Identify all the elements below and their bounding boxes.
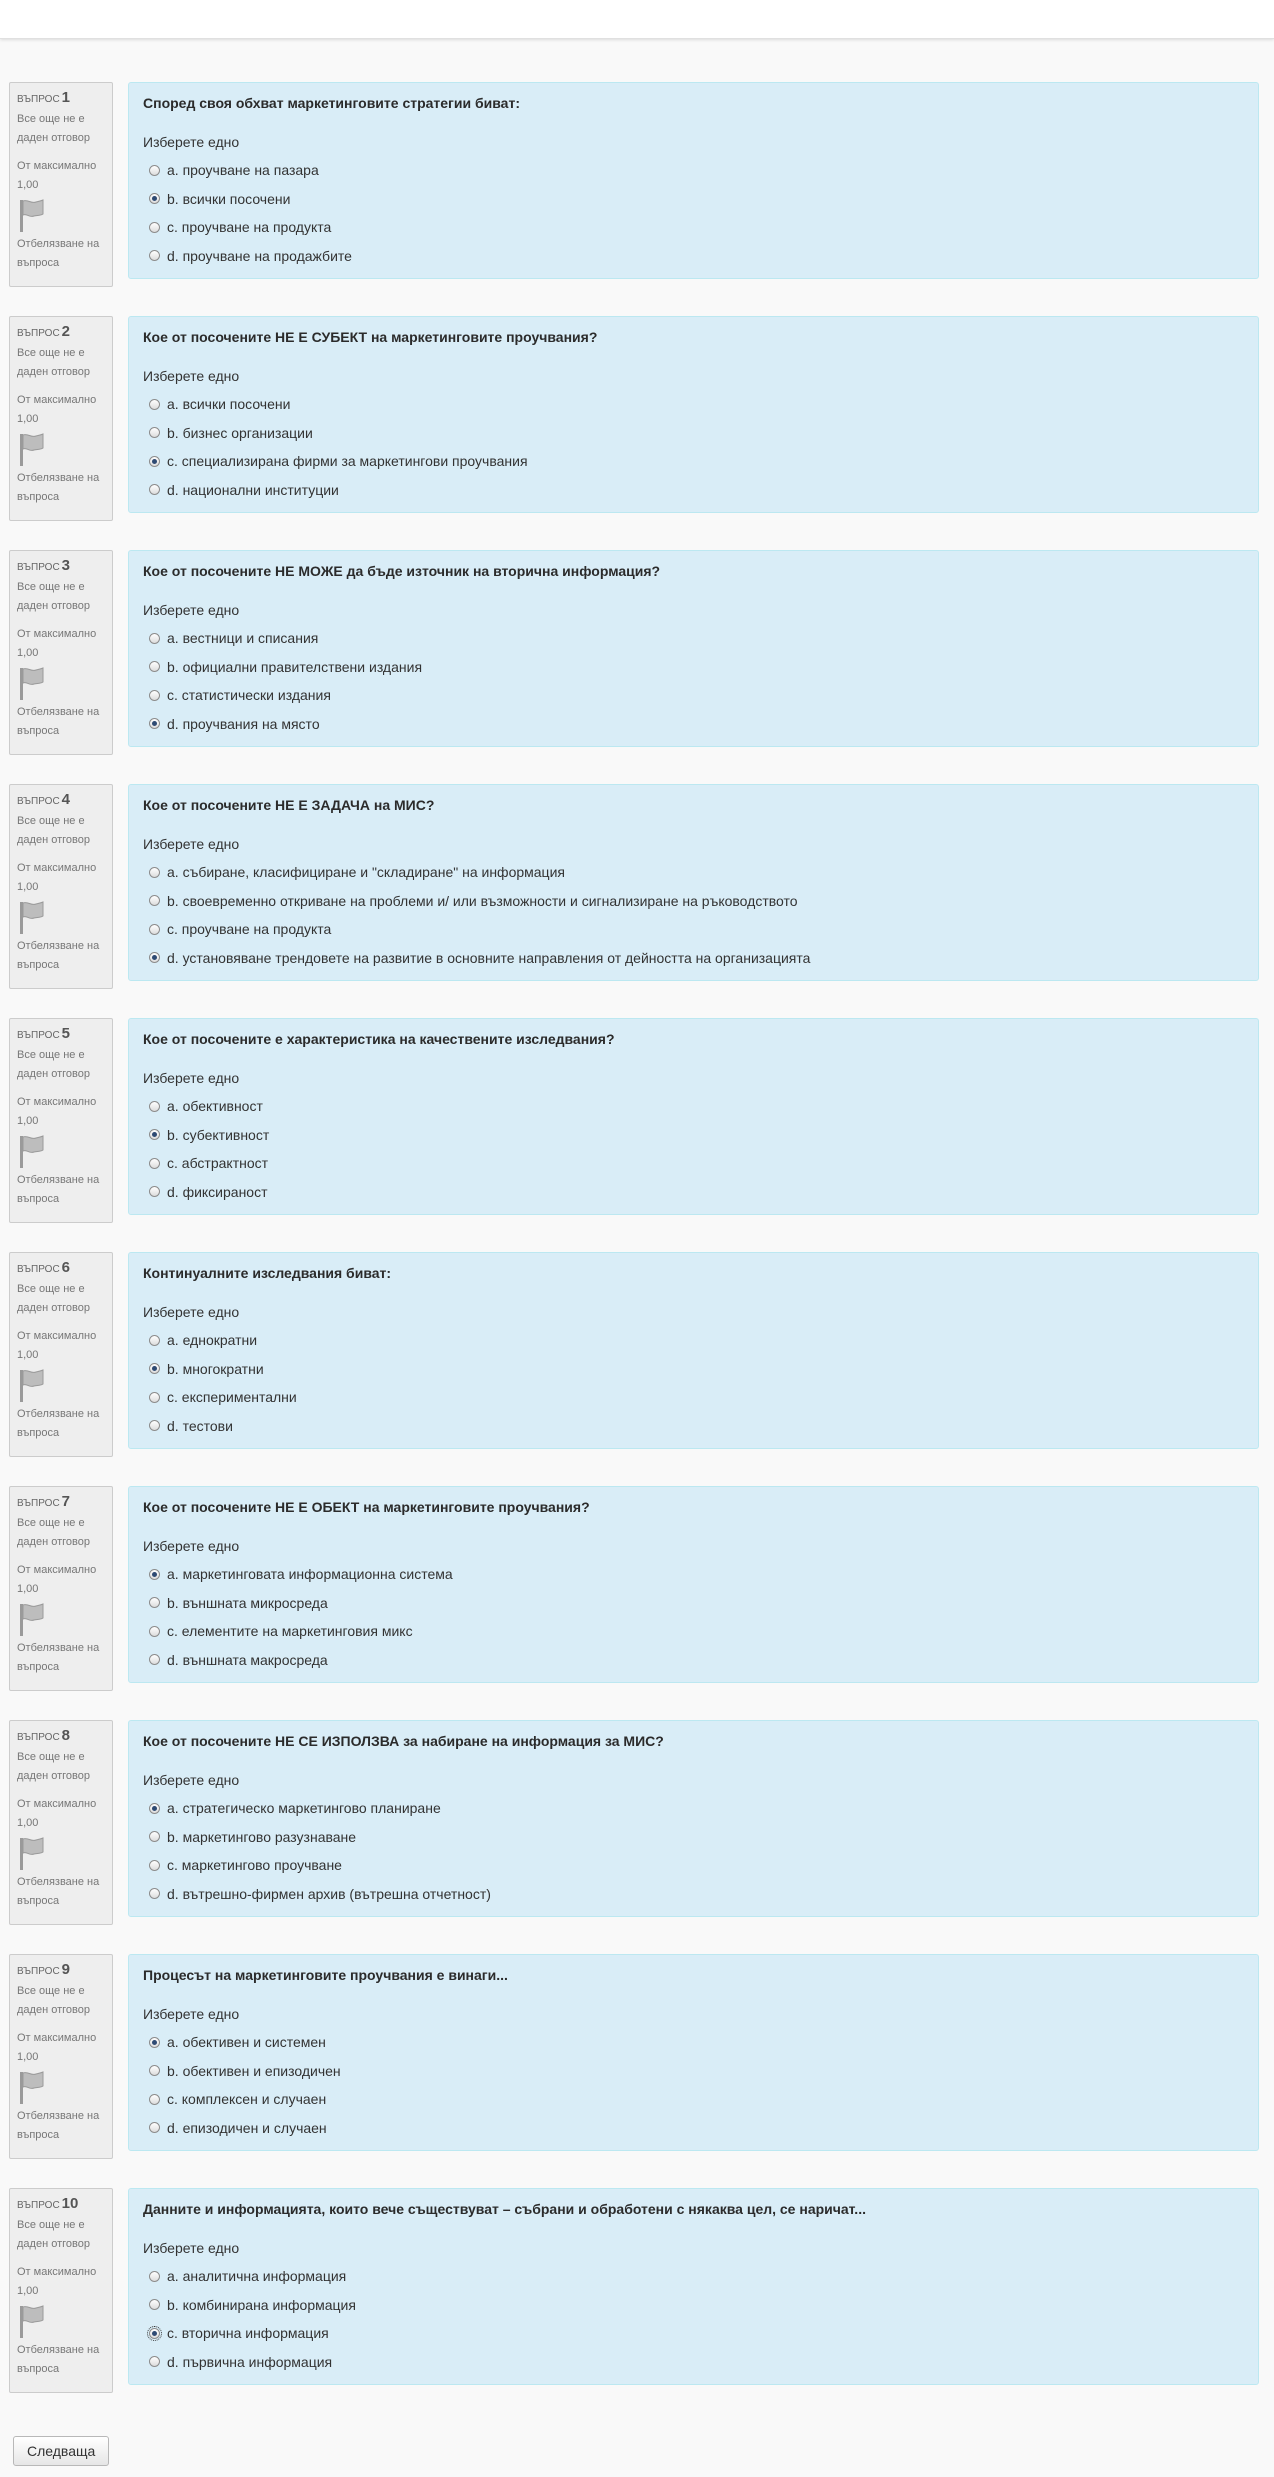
answer-option[interactable] <box>143 2057 1244 2086</box>
question-grade: От максимално 1,00 <box>17 1798 97 1829</box>
question-grade: От максимално 1,00 <box>17 1096 97 1127</box>
answer-label[interactable]: b. многократни <box>167 1360 264 1377</box>
question-number-value: 3 <box>61 557 71 574</box>
flag-question-link[interactable]: Отбелязване на въпроса <box>17 1642 100 1673</box>
question-number-value: 10 <box>61 2195 79 2212</box>
question-block <box>0 1252 1274 1449</box>
answer-radio[interactable] <box>149 1129 160 1140</box>
next-button[interactable]: Следваща <box>13 2436 109 2466</box>
question-word: ВЪПРОС <box>17 328 60 339</box>
answer-label[interactable]: d. първична информация <box>167 2353 333 2370</box>
answer-label[interactable]: b. комбинирана информация <box>167 2296 356 2313</box>
answer-label[interactable]: d. фиксираност <box>167 1183 268 1200</box>
answer-option[interactable] <box>143 1178 1244 1207</box>
answer-radio[interactable] <box>149 661 160 672</box>
question-number <box>17 1259 105 1279</box>
answer-radio[interactable] <box>149 484 160 495</box>
answer-options <box>143 2262 1244 2376</box>
question-number <box>17 557 105 577</box>
answer-prompt: Изберете едно <box>143 1070 240 1086</box>
answer-label[interactable]: a. стратегическо маркетингово планиране <box>167 1800 441 1817</box>
answer-label[interactable]: a. аналитична информация <box>167 2268 347 2285</box>
question-block <box>0 1720 1274 1917</box>
question-number-value: 1 <box>61 89 71 106</box>
flag-question-link[interactable]: Отбелязване на въпроса <box>17 1174 100 1205</box>
answer-prompt: Изберете едно <box>143 134 240 150</box>
answer-radio[interactable] <box>149 952 160 963</box>
answer-radio[interactable] <box>149 1101 160 1112</box>
answer-option[interactable] <box>143 1412 1244 1441</box>
answer-label[interactable]: b. субективност <box>167 1126 270 1143</box>
answer-radio[interactable] <box>149 895 160 906</box>
answer-option[interactable] <box>143 1092 1244 1121</box>
question-state: Все още не е даден отговор <box>17 1049 90 1080</box>
question-word: ВЪПРОС <box>17 94 60 105</box>
answer-prompt: Изберете едно <box>143 1304 240 1320</box>
question-grade: От максимално 1,00 <box>17 2266 97 2297</box>
answer-radio[interactable] <box>149 456 160 467</box>
answer-radio[interactable] <box>149 2271 160 2282</box>
flag-question-link[interactable]: Отбелязване на въпроса <box>17 706 100 737</box>
answer-label[interactable]: c. проучване на продукта <box>167 219 332 236</box>
answer-radio[interactable] <box>149 193 160 204</box>
answer-radio[interactable] <box>149 1569 160 1580</box>
answer-label[interactable]: d. проучване на продажбите <box>167 247 352 264</box>
answer-option[interactable] <box>143 624 1244 653</box>
answer-radio[interactable] <box>149 2122 160 2133</box>
answer-options <box>143 624 1244 738</box>
answer-option[interactable] <box>143 185 1244 214</box>
question-info <box>9 1486 113 1691</box>
question-state: Все още не е даден отговор <box>17 581 90 612</box>
flag-question-link[interactable]: Отбелязване на въпроса <box>17 2344 100 2375</box>
question-number-value: 6 <box>61 1259 71 1276</box>
answer-radio[interactable] <box>149 2299 160 2310</box>
answer-prompt: Изберете едно <box>143 836 240 852</box>
answer-options <box>143 156 1244 270</box>
answer-option[interactable] <box>143 1121 1244 1150</box>
question-info <box>9 1018 113 1223</box>
answer-label[interactable]: c. статистически издания <box>167 687 331 704</box>
answer-radio[interactable] <box>149 1158 160 1169</box>
answer-option[interactable] <box>143 1823 1244 1852</box>
answer-option[interactable] <box>143 653 1244 682</box>
question-text: Кое от посочените НЕ Е ЗАДАЧА на МИС? <box>143 797 435 813</box>
answer-label[interactable]: b. външната микросреда <box>167 1594 328 1611</box>
question-block <box>0 2188 1274 2385</box>
answer-radio[interactable] <box>149 1597 160 1608</box>
answer-radio[interactable] <box>149 1335 160 1346</box>
question-info <box>9 784 113 989</box>
answer-radio[interactable] <box>149 2065 160 2076</box>
answer-radio[interactable] <box>149 1860 160 1871</box>
question-block <box>0 1486 1274 1683</box>
answer-label[interactable]: b. своевременно откриване на проблеми и/ или възможности и сигнализиране на ръководството <box>167 892 798 909</box>
answer-option[interactable] <box>143 944 1244 973</box>
question-grade: От максимално 1,00 <box>17 1564 97 1595</box>
question-number <box>17 1493 105 1513</box>
answer-options <box>143 1092 1244 1206</box>
question-word: ВЪПРОС <box>17 1732 60 1743</box>
answer-option[interactable] <box>143 1383 1244 1412</box>
question-content <box>128 1954 1259 2151</box>
flag-icon[interactable] <box>18 433 44 467</box>
answer-option[interactable] <box>143 2028 1244 2057</box>
answer-options <box>143 1560 1244 1674</box>
question-content <box>128 1720 1259 1917</box>
question-number-value: 4 <box>61 791 71 808</box>
flag-icon[interactable] <box>18 1603 44 1637</box>
question-word: ВЪПРОС <box>17 562 60 573</box>
answer-label[interactable]: c. маркетингово проучване <box>167 1857 342 1874</box>
question-word: ВЪПРОС <box>17 796 60 807</box>
question-content <box>128 784 1259 981</box>
answer-option[interactable] <box>143 447 1244 476</box>
question-text: Кое от посочените НЕ Е ОБЕКТ на маркетинговите проучвания? <box>143 1499 590 1515</box>
flag-question-link[interactable]: Отбелязване на въпроса <box>17 2110 100 2141</box>
question-grade: От максимално 1,00 <box>17 628 97 659</box>
answer-radio[interactable] <box>149 924 160 935</box>
answer-radio[interactable] <box>149 165 160 176</box>
question-content <box>128 1252 1259 1449</box>
answer-label[interactable]: d. проучвания на място <box>167 715 320 732</box>
question-state: Все още не е даден отговор <box>17 1985 90 2016</box>
question-state: Все още не е даден отговор <box>17 1517 90 1548</box>
question-number-value: 9 <box>61 1961 71 1978</box>
answer-label[interactable]: d. национални институции <box>167 481 339 498</box>
question-number-value: 2 <box>61 323 71 340</box>
question-number-value: 5 <box>61 1025 71 1042</box>
answer-options <box>143 1794 1244 1908</box>
answer-prompt: Изберете едно <box>143 2240 240 2256</box>
answer-label[interactable]: c. елементите на маркетинговия микс <box>167 1623 413 1640</box>
question-info <box>9 1954 113 2159</box>
answer-radio[interactable] <box>149 690 160 701</box>
answer-label[interactable]: b. официални правителствени издания <box>167 658 423 675</box>
answer-label[interactable]: b. всички посочени <box>167 190 291 207</box>
answer-option[interactable] <box>143 1646 1244 1675</box>
answer-radio[interactable] <box>149 867 160 878</box>
answer-option[interactable] <box>143 2262 1244 2291</box>
answer-label[interactable]: a. маркетинговата информационна система <box>167 1566 453 1583</box>
question-content <box>128 1486 1259 1683</box>
question-word: ВЪПРОС <box>17 1264 60 1275</box>
question-content <box>128 1018 1259 1215</box>
answer-radio[interactable] <box>149 2356 160 2367</box>
question-content <box>128 316 1259 513</box>
answer-option[interactable] <box>143 419 1244 448</box>
answer-prompt: Изберете едно <box>143 368 240 384</box>
answer-label[interactable]: a. събиране, класифициране и "складиране" на информация <box>167 864 565 881</box>
question-number <box>17 1961 105 1981</box>
answer-option[interactable] <box>143 2319 1244 2348</box>
question-text: Данните и информацията, които вече съществуват – събрани и обработени с някаква цел, се наричат... <box>143 2201 866 2217</box>
answer-radio[interactable] <box>149 250 160 261</box>
question-grade: От максимално 1,00 <box>17 394 97 425</box>
answer-option[interactable] <box>143 1617 1244 1646</box>
question-grade: От максимално 1,00 <box>17 160 97 191</box>
answer-radio[interactable] <box>149 2037 160 2048</box>
answer-option[interactable] <box>143 213 1244 242</box>
flag-icon[interactable] <box>18 901 44 935</box>
answer-option[interactable] <box>143 2085 1244 2114</box>
flag-icon[interactable] <box>18 1135 44 1169</box>
question-state: Все още не е даден отговор <box>17 1283 90 1314</box>
question-block <box>0 82 1274 279</box>
answer-radio[interactable] <box>149 1888 160 1899</box>
answer-option[interactable] <box>143 1851 1244 1880</box>
answer-radio[interactable] <box>149 1186 160 1197</box>
flag-icon[interactable] <box>18 2305 44 2339</box>
answer-label[interactable]: d. външната макросреда <box>167 1651 328 1668</box>
question-grade: От максимално 1,00 <box>17 2032 97 2063</box>
answer-option[interactable] <box>143 2348 1244 2377</box>
question-state: Все още не е даден отговор <box>17 2219 90 2250</box>
question-state: Все още не е даден отговор <box>17 815 90 846</box>
question-text: Континуалните изследвания биват: <box>143 1265 392 1281</box>
answer-radio[interactable] <box>149 2328 160 2339</box>
question-word: ВЪПРОС <box>17 1966 60 1977</box>
answer-option[interactable] <box>143 1355 1244 1384</box>
answer-label[interactable]: b. бизнес организации <box>167 424 313 441</box>
answer-option[interactable] <box>143 1794 1244 1823</box>
question-word: ВЪПРОС <box>17 2200 60 2211</box>
flag-icon[interactable] <box>18 2071 44 2105</box>
answer-label[interactable]: d. установяване трендовете на развитие в основните направления от дейността на организацията <box>167 949 811 966</box>
question-number <box>17 2195 105 2215</box>
question-info <box>9 316 113 521</box>
answer-prompt: Изберете едно <box>143 602 240 618</box>
answer-option[interactable] <box>143 915 1244 944</box>
answer-options <box>143 1326 1244 1440</box>
flag-question-link[interactable]: Отбелязване на въпроса <box>17 472 100 503</box>
answer-radio[interactable] <box>149 718 160 729</box>
question-info <box>9 550 113 755</box>
answer-option[interactable] <box>143 710 1244 739</box>
answer-label[interactable]: a. вестници и списания <box>167 630 319 647</box>
question-number <box>17 89 105 109</box>
answer-label[interactable]: a. всички посочени <box>167 396 291 413</box>
answer-label[interactable]: b. маркетингово разузнаване <box>167 1828 357 1845</box>
question-text: Кое от посочените НЕ Е СУБЕКТ на маркетинговите проучвания? <box>143 329 598 345</box>
flag-icon[interactable] <box>18 199 44 233</box>
question-number <box>17 791 105 811</box>
answer-option[interactable] <box>143 2291 1244 2320</box>
question-grade: От максимално 1,00 <box>17 1330 97 1361</box>
question-block <box>0 1954 1274 2151</box>
question-word: ВЪПРОС <box>17 1498 60 1509</box>
answer-label[interactable]: c. вторична информация <box>167 2325 329 2342</box>
question-number-value: 8 <box>61 1727 71 1744</box>
flag-question-link[interactable]: Отбелязване на въпроса <box>17 1876 100 1907</box>
answer-radio[interactable] <box>149 1803 160 1814</box>
answer-prompt: Изберете едно <box>143 2006 240 2022</box>
flag-question-link[interactable]: Отбелязване на въпроса <box>17 1408 100 1439</box>
question-text: Кое от посочените е характеристика на качествените изследвания? <box>143 1031 615 1047</box>
question-info <box>9 82 113 287</box>
answer-label[interactable]: a. обективен и системен <box>167 2034 326 2051</box>
answer-label[interactable]: c. абстрактност <box>167 1155 269 1172</box>
answer-prompt: Изберете едно <box>143 1538 240 1554</box>
answer-radio[interactable] <box>149 1420 160 1431</box>
answer-option[interactable] <box>143 1326 1244 1355</box>
answer-option[interactable] <box>143 390 1244 419</box>
answer-radio[interactable] <box>149 399 160 410</box>
answer-label[interactable]: a. проучване на пазара <box>167 162 319 179</box>
question-block <box>0 1018 1274 1215</box>
answer-option[interactable] <box>143 1880 1244 1909</box>
question-number <box>17 1025 105 1045</box>
answer-radio[interactable] <box>149 1363 160 1374</box>
question-block <box>0 316 1274 513</box>
answer-label[interactable]: c. комплексен и случаен <box>167 2091 327 2108</box>
answer-prompt: Изберете едно <box>143 1772 240 1788</box>
answer-option[interactable] <box>143 1560 1244 1589</box>
answer-radio[interactable] <box>149 1392 160 1403</box>
question-number <box>17 323 105 343</box>
answer-option[interactable] <box>143 1589 1244 1618</box>
answer-radio[interactable] <box>149 2094 160 2105</box>
answer-label[interactable]: c. експериментални <box>167 1389 297 1406</box>
answer-radio[interactable] <box>149 1831 160 1842</box>
question-info <box>9 1252 113 1457</box>
answer-option[interactable] <box>143 476 1244 505</box>
question-text: Според своя обхват маркетинговите стратегии биват: <box>143 95 520 111</box>
answer-option[interactable] <box>143 1149 1244 1178</box>
answer-label[interactable]: c. проучване на продукта <box>167 921 332 938</box>
answer-radio[interactable] <box>149 222 160 233</box>
quiz-questions <box>0 82 1274 2422</box>
answer-label[interactable]: b. обективен и епизодичен <box>167 2062 341 2079</box>
flag-question-link[interactable]: Отбелязване на въпроса <box>17 238 100 269</box>
answer-label[interactable]: d. епизодичен и случаен <box>167 2119 327 2136</box>
question-state: Все още не е даден отговор <box>17 113 90 144</box>
answer-option[interactable] <box>143 887 1244 916</box>
question-word: ВЪПРОС <box>17 1030 60 1041</box>
answer-options <box>143 2028 1244 2142</box>
answer-option[interactable] <box>143 858 1244 887</box>
question-grade: От максимално 1,00 <box>17 862 97 893</box>
answer-options <box>143 390 1244 504</box>
flag-question-link[interactable]: Отбелязване на въпроса <box>17 940 100 971</box>
flag-icon[interactable] <box>18 1837 44 1871</box>
page-header-bar <box>0 0 1274 39</box>
flag-icon[interactable] <box>18 1369 44 1403</box>
question-content <box>128 82 1259 279</box>
answer-radio[interactable] <box>149 427 160 438</box>
answer-label[interactable]: d. вътрешно-фирмен архив (вътрешна отчетност) <box>167 1885 491 1902</box>
answer-label[interactable]: a. еднократни <box>167 1332 258 1349</box>
answer-option[interactable] <box>143 681 1244 710</box>
question-text: Кое от посочените НЕ МОЖЕ да бъде източник на вторична информация? <box>143 563 661 579</box>
question-info <box>9 1720 113 1925</box>
question-content <box>128 2188 1259 2385</box>
question-block <box>0 784 1274 981</box>
flag-icon[interactable] <box>18 667 44 701</box>
question-text: Кое от посочените НЕ СЕ ИЗПОЛЗВА за набиране на информация за МИС? <box>143 1733 664 1749</box>
answer-option[interactable] <box>143 156 1244 185</box>
answer-label[interactable]: c. специализирана фирми за маркетингови проучвания <box>167 453 528 470</box>
question-block <box>0 550 1274 747</box>
answer-label[interactable]: a. обективност <box>167 1098 263 1115</box>
question-number <box>17 1727 105 1747</box>
answer-radio[interactable] <box>149 1626 160 1637</box>
question-state: Все още не е даден отговор <box>17 1751 90 1782</box>
answer-radio[interactable] <box>149 1654 160 1665</box>
answer-option[interactable] <box>143 2114 1244 2143</box>
question-content <box>128 550 1259 747</box>
question-state: Все още не е даден отговор <box>17 347 90 378</box>
question-number-value: 7 <box>61 1493 71 1510</box>
answer-options <box>143 858 1244 972</box>
question-info <box>9 2188 113 2393</box>
answer-option[interactable] <box>143 242 1244 271</box>
answer-radio[interactable] <box>149 633 160 644</box>
answer-label[interactable]: d. тестови <box>167 1417 233 1434</box>
question-text: Процесът на маркетинговите проучвания е винаги... <box>143 1967 508 1983</box>
